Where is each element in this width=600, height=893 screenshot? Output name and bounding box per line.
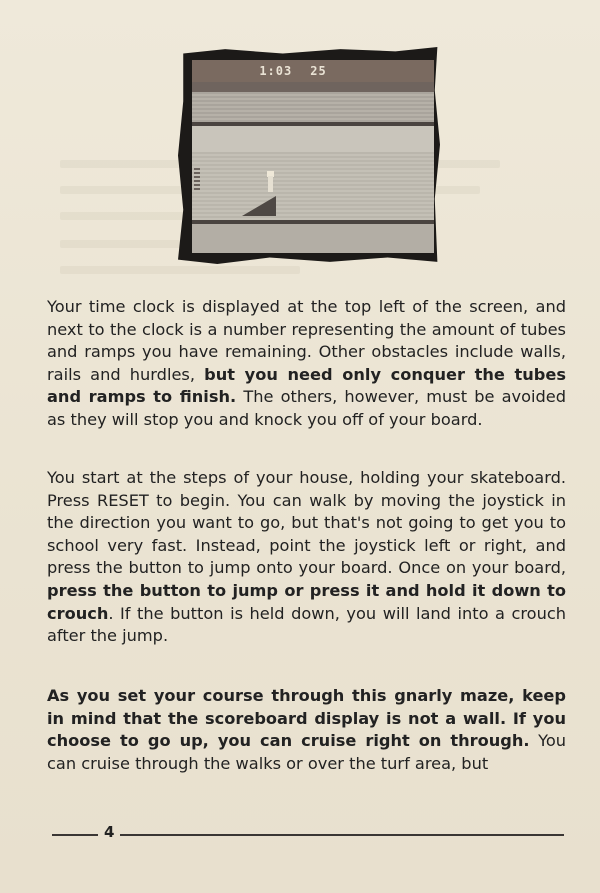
footer-rule-left [52,834,98,836]
footer-rule-right [120,834,564,836]
upper-band [192,82,434,92]
bold-text-run: but you need only conquer the tubes and ramps to finish. [47,364,566,407]
text-run: . If the button is held down, you will land into a crouch after the jump. [47,603,566,646]
bold-text-run: press the button to jump or press it and hold it down to crouch [47,580,566,623]
time-clock: 1:03 [259,64,293,78]
text-run: You start at the steps of your house, holding your skateboard. Press RESET to begin. You can walk by moving the joystick in the direction you want to go, but that's not going to get you to school very fast. Instead, point the joystick left or right, and press the button to jump onto your board. Once on your board, [47,468,566,578]
paragraph-course [47,685,566,775]
paragraph-start [47,467,566,648]
skater [268,176,273,192]
text-run: The others, however, must be avoided as they will stop you and knock you off of your board. [47,387,566,429]
page-number: 4 [104,823,115,841]
game-screenshot [192,60,434,253]
text-run: Your time clock is displayed at the top left of the screen, and next to the clock is a number representing the amount of tubes and ramps you have remaining. Other obstacles include walls, rails and hurdles, [47,297,566,384]
remaining-counter: 25 [310,64,327,78]
text-run: You can cruise through the walks or over the turf area, but [47,731,566,773]
sidewalk [192,126,434,152]
paragraph-time-clock [47,296,566,432]
wall-area [192,92,434,122]
street-area [192,152,434,220]
steps-marks [194,168,200,190]
scoreboard [192,60,434,82]
bold-text-run: As you set your course through this gnarly maze, keep in mind that the scoreboard display is not a wall. If you choose to go up, you can cruise right on through. [47,686,566,751]
lower-walk [192,224,434,253]
